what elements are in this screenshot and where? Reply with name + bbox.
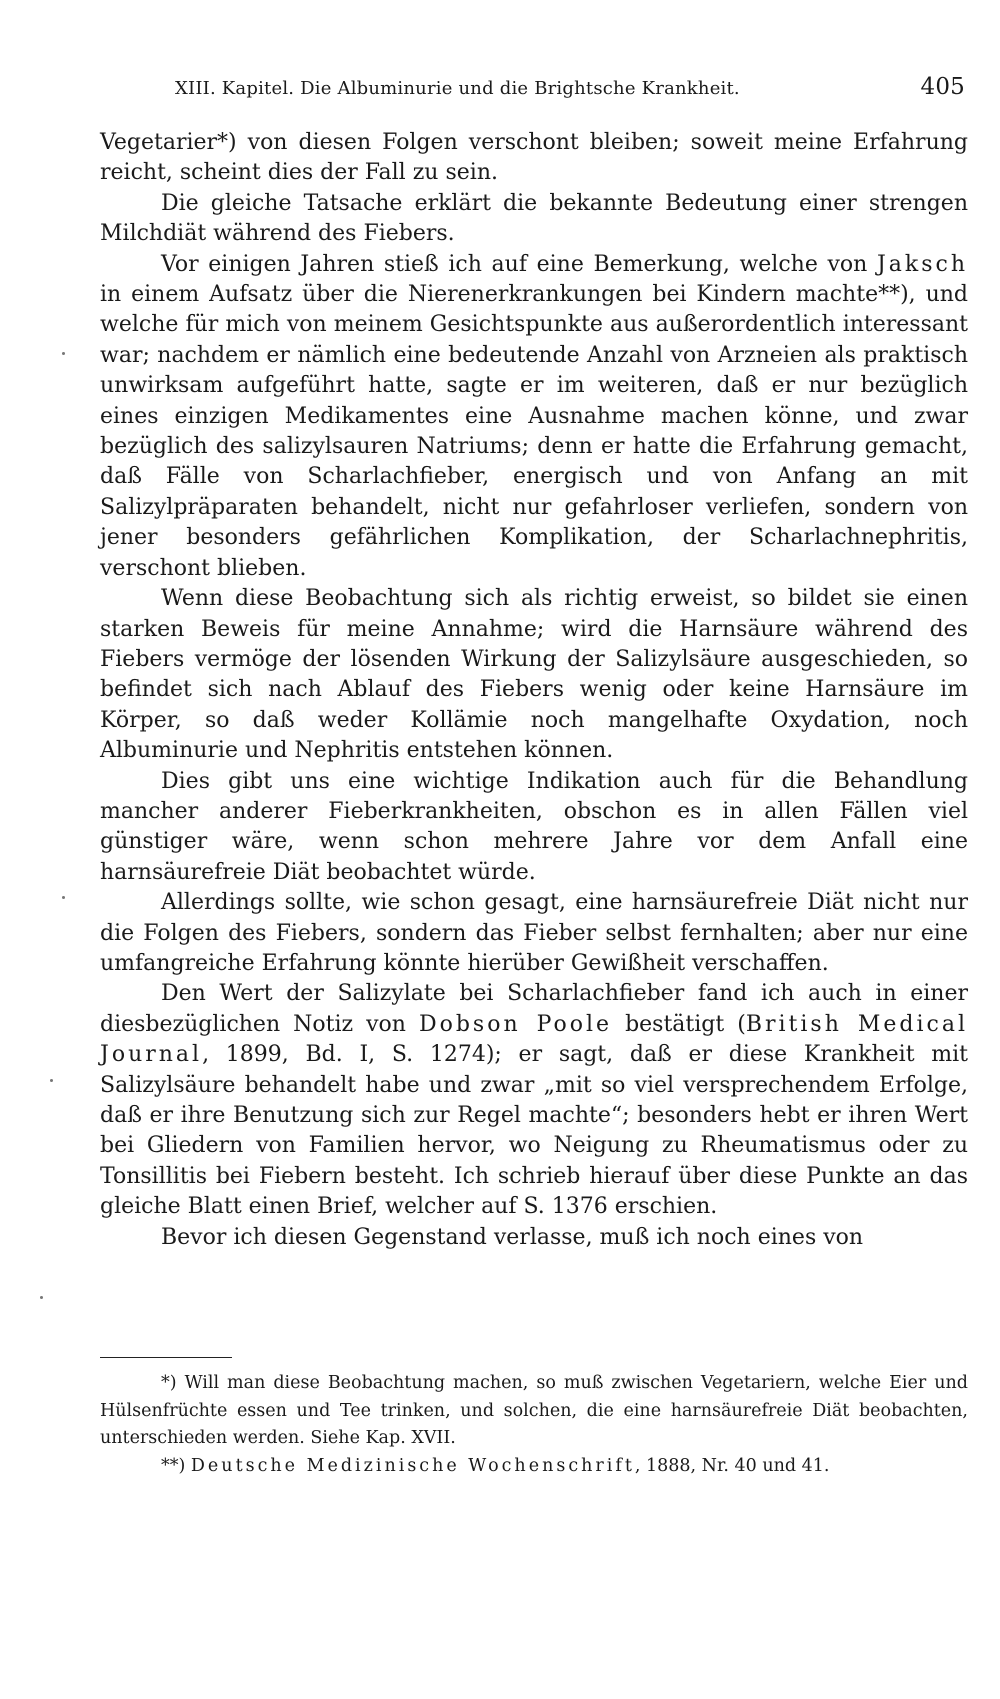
paragraph-8: Bevor ich diesen Gegenstand verlasse, muß ich noch eines von (161, 1224, 864, 1250)
paragraph-5: Dies gibt uns eine wichtige Indikation auch für die Behandlung mancher anderer Fieberkrankheiten, obschon es in allen Fällen viel günstiger wäre, wenn schon mehrere Jahre vor dem Anfall eine harnsäurefreie Diät beobachtet würde. (100, 768, 968, 885)
footnote-1: *) Will man diese Beobachtung machen, so muß zwischen Vegetariern, welche Eier und Hülsenfrüchte essen und Tee trinken, und solchen, die eine harnsäurefreie Diät beobachten, unterschieden werden. Siehe Kap. XVII. (100, 1373, 968, 1448)
author-name-jaksch: Jaksch (876, 251, 968, 277)
paragraph-4: Wenn diese Beobachtung sich als richtig erweist, so bildet sie einen starken Beweis für meine Annahme; wird die Harnsäure während des Fiebers vermöge der lösenden Wirkung der Salizylsäure ausgeschieden, so befindet sich nach Ablauf des Fiebers wenig oder keine Harnsäure im Körper, so daß weder Kollämie noch mangelhafte Oxydation, noch Albuminurie und Nephritis entstehen können. (100, 586, 968, 764)
paragraph-3-text-a: Vor einigen Jahren stieß ich auf eine Bemerkung, welche von (161, 251, 868, 277)
scan-speck (40, 1296, 43, 1299)
running-header (175, 72, 965, 102)
author-name-dobson-poole: Dobson Poole (418, 1011, 613, 1037)
scan-speck (50, 1079, 53, 1082)
journal-name-bmj: British Medical Journal (100, 1011, 969, 1068)
body-text (100, 128, 968, 1253)
paragraph-7-text-a: Den Wert der Salizylate bei Scharlachfieber fand ich auch in einer diesbezüglichen Notiz von (100, 981, 968, 1037)
scan-speck (62, 352, 65, 355)
paragraph-6: Allerdings sollte, wie schon gesagt, eine harnsäurefreie Diät nicht nur die Folgen des Fiebers, sondern das Fieber selbst fernhalten; aber nur eine umfangreiche Erfahrung könnte hierüber Gewißheit verschaffen. (100, 890, 968, 976)
page-number: 405 (920, 74, 965, 100)
running-title: XIII. Kapitel. Die Albuminurie und die Brightsche Krankheit. (175, 78, 740, 99)
paragraph-7-text-b: bestätigt ( (625, 1011, 746, 1037)
footnotes (100, 1370, 968, 1480)
paragraph-1: Vegetarier*) von diesen Folgen verschont bleiben; soweit meine Erfahrung reicht, scheint dies der Fall zu sein. (100, 130, 968, 186)
paragraph-2: Die gleiche Tatsache erklärt die bekannte Bedeutung einer strengen Milchdiät während des Fiebers. (100, 190, 968, 247)
footnote-rule (100, 1357, 232, 1358)
footnote-2 (100, 1453, 968, 1481)
paragraph-7-text-c: , 1899, Bd. I, S. 1274); er sagt, daß er diese Krankheit mit Salizylsäure behandelt habe und zwar „mit so viel versprechendem Erfolge, daß er ihre Benutzung sich zur Regel machte“; besonders hebt er ihren Wert bei Gliedern von Familien hervor, wo Neigung zu Rheumatismus oder zu Tonsillitis bei Fiebern besteht. Ich schrieb hierauf über diese Punkte an das gleiche Blatt einen Brief, welcher auf S. 1376 erschien. (100, 1042, 968, 1220)
journal-name-dmw: Deutsche Medizinische Wochenschrift (190, 1455, 635, 1476)
paragraph-3 (100, 250, 968, 584)
footnote-2-rest: , 1888, Nr. 40 und 41. (634, 1455, 830, 1476)
paragraph-7 (100, 979, 968, 1222)
footnote-2-mark: **) (161, 1455, 186, 1476)
paragraph-3-text-b: in einem Aufsatz über die Nierenerkrankungen bei Kindern machte**), und welche für mich von meinem Gesichtspunkte aus außerordentlich interessant war; nachdem er nämlich eine bedeutende Anzahl von Arzneien als praktisch unwirksam aufgeführt hatte, sagte er im weiteren, daß er nur bezüglich eines einzigen Medikamentes eine Ausnahme machen könne, und zwar bezüglich des salizylsauren Natriums; denn er hatte die Erfahrung gemacht, daß Fälle von Scharlachfieber, energisch und von Anfang an mit Salizylpräparaten behandelt, nicht nur gefahrloser verliefen, sondern von jener besonders gefährlichen Komplikation, der Scharlachnephritis, verschont blieben. (100, 282, 968, 581)
scan-speck (62, 896, 65, 899)
